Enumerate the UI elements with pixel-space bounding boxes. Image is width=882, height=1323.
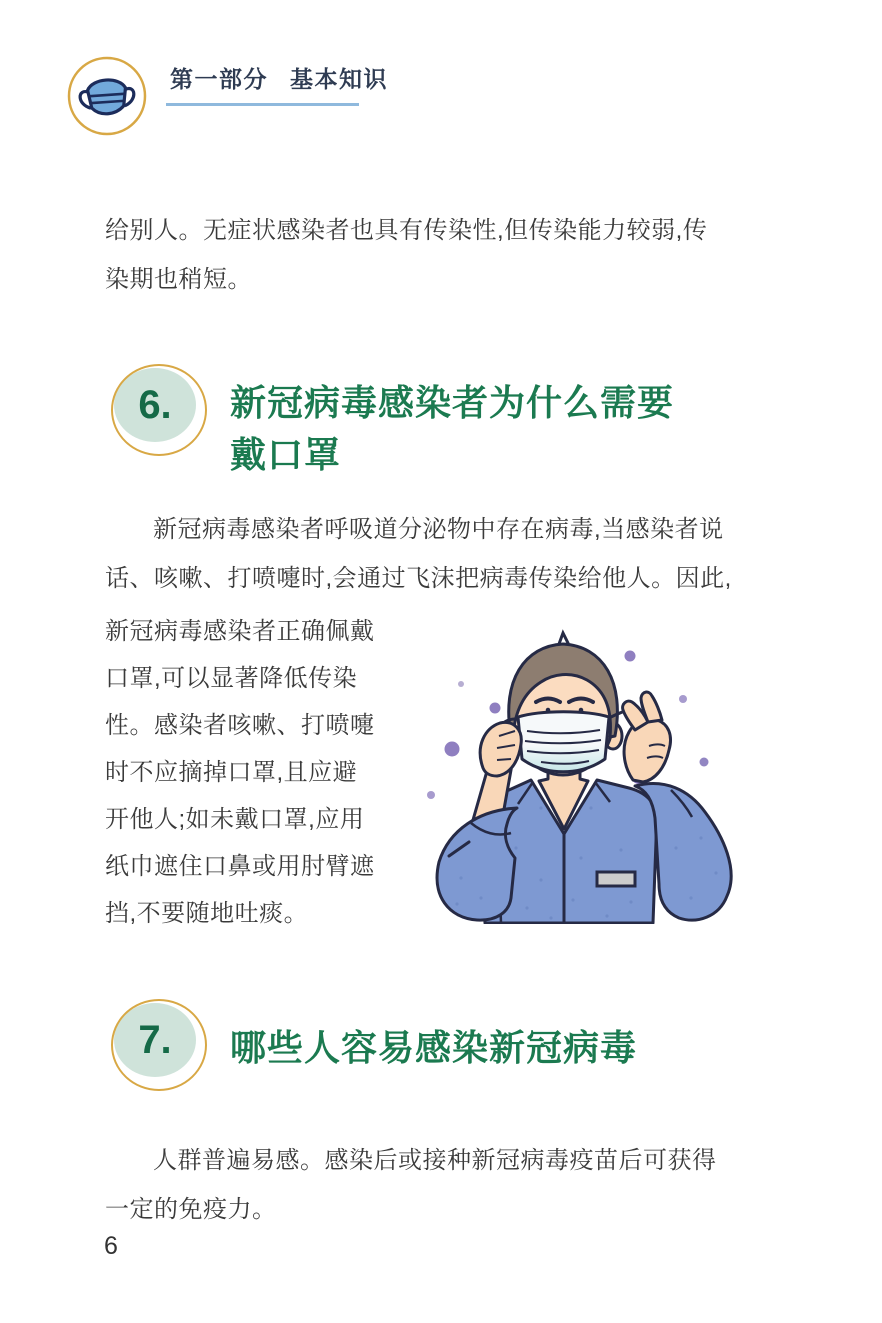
- text-line: 纸巾遮住口鼻或用肘臂遮: [105, 853, 375, 880]
- section-label: 基本知识: [290, 66, 388, 92]
- section-7-number-badge: [114, 1003, 196, 1077]
- text-line: 挡,不要随地吐痰。: [105, 900, 309, 927]
- text-line: 一定的免疫力。: [105, 1196, 277, 1223]
- text-line: 时不应摘掉口罩,且应避: [105, 759, 358, 786]
- page-number: 6: [104, 1232, 118, 1260]
- section-6-wrapped-paragraph: [105, 608, 405, 937]
- section-7-title: [230, 1022, 637, 1074]
- text-line: 染期也稍短。: [105, 266, 252, 293]
- man-putting-on-mask-illustration: [421, 618, 779, 924]
- title-line: 哪些人容易感染新冠病毒: [230, 1027, 638, 1068]
- section-number: 6.: [138, 382, 172, 427]
- text-line: 新冠病毒感染者呼吸道分泌物中存在病毒,当感染者说: [153, 516, 724, 543]
- text-line: 给别人。无症状感染者也具有传染性,但传染能力较弱,传: [105, 217, 708, 244]
- text-line: 人群普遍易感。感染后或接种新冠病毒疫苗后可获得: [153, 1147, 717, 1174]
- section-6-number-badge: [114, 368, 196, 442]
- section-6-body: [105, 505, 795, 937]
- text-line: 口罩,可以显著降低传染: [105, 665, 358, 692]
- section-6-lead-paragraph: [105, 505, 795, 603]
- running-header: [170, 64, 388, 106]
- text-line: 性。感染者咳嗽、打喷嚏: [105, 712, 375, 739]
- title-line: 戴口罩: [230, 434, 342, 475]
- text-line: 新冠病毒感染者正确佩戴: [105, 618, 375, 645]
- surgical-mask-icon: [66, 55, 148, 137]
- section-number: 7.: [138, 1017, 172, 1062]
- section-6-title: [230, 377, 674, 481]
- header-underline: [166, 103, 359, 106]
- running-header-title: [170, 64, 388, 94]
- text-line: 开他人;如未戴口罩,应用: [105, 806, 365, 833]
- title-line: 新冠病毒感染者为什么需要: [230, 382, 675, 423]
- intro-paragraph: [105, 206, 795, 304]
- text-line: 话、咳嗽、打喷嚏时,会通过飞沫把病毒传染给他人。因此,: [105, 565, 732, 592]
- part-label: 第一部分: [170, 66, 268, 92]
- section-7-paragraph: [105, 1136, 795, 1234]
- chest-badge: [597, 872, 635, 886]
